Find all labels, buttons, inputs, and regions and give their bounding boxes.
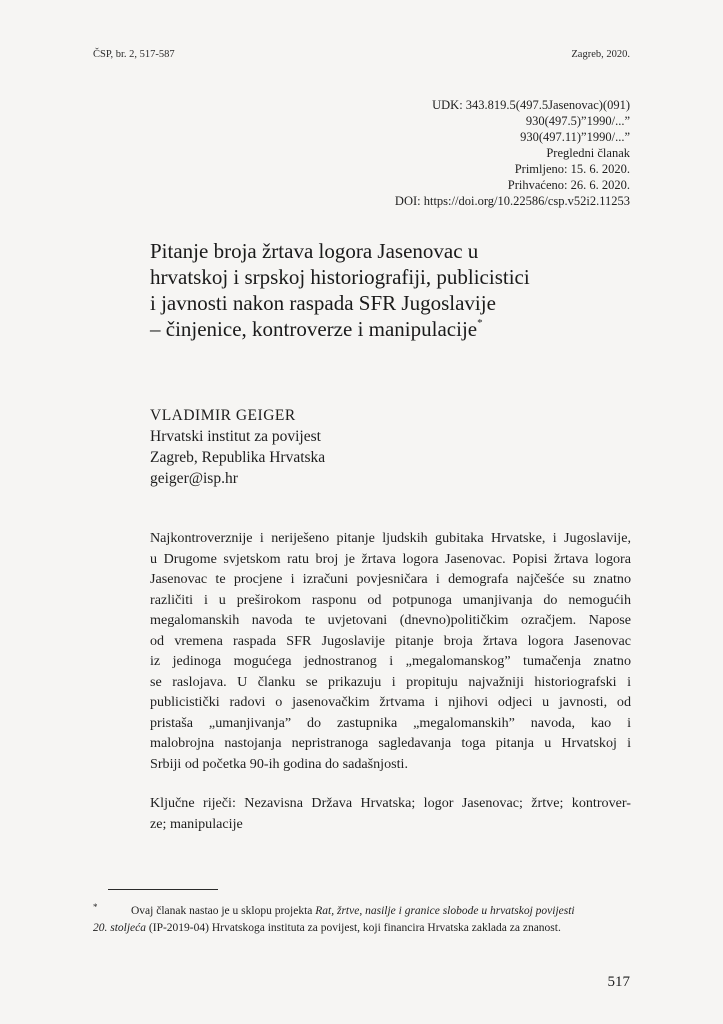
- author-block: [150, 405, 325, 489]
- abstract: [150, 528, 631, 774]
- abstract-line: različiti i u preširokom rasponu od potpunoga umanjivanja do nemogućih: [150, 591, 631, 608]
- article-metadata: [395, 97, 630, 209]
- abstract-line: Najkontroverznije i neriješeno pitanje ljudskih gubitaka Hrvatske, i Jugoslavije,: [150, 530, 631, 546]
- keywords: [150, 793, 631, 834]
- keywords-line: Ključne riječi: Nezavisna Država Hrvatska; logor Jasenovac; žrtve; kontrover-: [150, 795, 631, 811]
- footnote-project-title: Rat, žrtve, nasilje i granice slobode u hrvatskoj povijesti: [315, 905, 575, 917]
- author-institution: Hrvatski institut za povijest: [150, 428, 321, 445]
- author-name: VLADIMIR GEIGER: [150, 407, 296, 424]
- running-header-journal: ČSP, br. 2, 517-587: [93, 49, 175, 60]
- doi-link[interactable]: DOI: https://doi.org/10.22586/csp.v52i2.11253: [394, 194, 630, 208]
- footnote-text: (IP-2019-04) Hrvatskoga instituta za povijest, koji financira Hrvatska zaklada za znanost.: [146, 922, 561, 934]
- abstract-line: od vremena raspada SFR Jugoslavije pitanje broja žrtava logora Jasenovac: [150, 632, 631, 649]
- title-line: Pitanje broja žrtava logora Jasenovac u: [150, 239, 479, 263]
- footnote-line: [93, 920, 631, 937]
- footnote-line: [93, 903, 631, 920]
- udk-code-2: 930(497.5)”1990/...”: [525, 114, 630, 128]
- author-email[interactable]: geiger@isp.hr: [150, 470, 238, 487]
- abstract-line: megalomanskih navoda te uvjetovani (dnevno)političkim ozračjem. Napose: [150, 612, 631, 628]
- footnote-divider: [108, 889, 218, 890]
- footnote: [93, 903, 631, 937]
- footnote-text: Ovaj članak nastao je u sklopu projekta: [131, 905, 316, 917]
- footnote-project-title-cont: 20. stoljeća: [93, 922, 147, 934]
- title-line: i javnosti nakon raspada SFR Jugoslavije: [150, 291, 496, 315]
- abstract-line: iz jedinoga mogućega jednostranog i „megalomanskog” tumačenja znatno: [150, 653, 631, 669]
- abstract-line: malobrojna nastojanja nepristranoga sagledavanja toga pitanja u Hrvatskoj i: [150, 735, 631, 751]
- title-line-text: – činjenice, kontroverze i manipulacije: [150, 317, 478, 341]
- abstract-line: Srbiji od početka 90-ih godina do sadašnjosti.: [150, 755, 408, 772]
- author-location: Zagreb, Republika Hrvatska: [150, 449, 326, 466]
- article-type: Pregledni članak: [546, 146, 630, 160]
- running-header-place-year: Zagreb, 2020.: [571, 49, 630, 60]
- title-line: hrvatskoj i srpskoj historiografiji, publicistici: [150, 265, 530, 289]
- abstract-line: se raslojava. U članku se prikazuju i propituju najvažniji historiografski i: [150, 673, 631, 690]
- title-footnote-mark[interactable]: *: [477, 317, 483, 329]
- footnote-mark: *: [93, 902, 98, 912]
- abstract-line: pristaša „umanjivanja” do zastupnika „megalomanskih” navoda, kao i: [150, 714, 631, 731]
- abstract-line: u Drugome svjetskom ratu broj je žrtava logora Jasenovac. Popisi žrtava logora: [150, 550, 631, 567]
- accepted-date: Prihvaćeno: 26. 6. 2020.: [507, 178, 630, 192]
- abstract-line: publicistički radovi o jasenovačkim žrtvama i njihovi odjeci u javnosti, od: [150, 694, 631, 710]
- udk-code-1: UDK: 343.819.5(497.5Jasenovac)(091): [432, 98, 630, 112]
- abstract-line: Jasenovac te procjene i izračuni povjesničara i demografa najčešće su znatno: [150, 571, 631, 587]
- received-date: Primljeno: 15. 6. 2020.: [514, 162, 630, 176]
- udk-code-3: 930(497.11)”1990/...”: [520, 130, 630, 144]
- keywords-line: ze; manipulacije: [150, 815, 243, 832]
- page-number: 517: [607, 974, 630, 990]
- title-line-last: [150, 316, 620, 342]
- article-title: [150, 238, 620, 342]
